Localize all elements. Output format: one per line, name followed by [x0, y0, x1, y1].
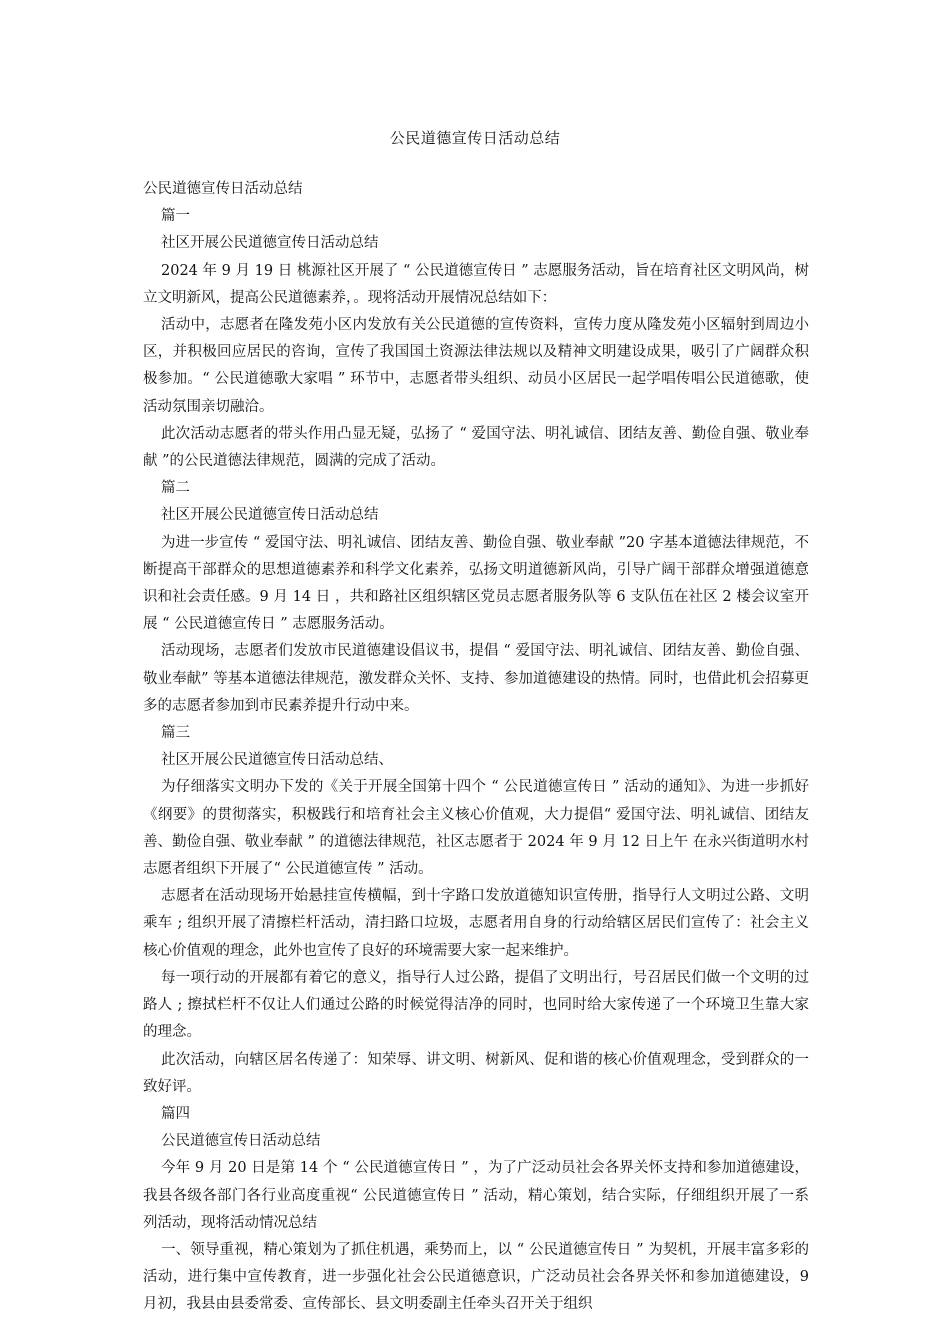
body-paragraph: 一、领导重视，精心策划为了抓住机遇，乘势而上，以 “ 公民道德宣传日 ” 为契机，开展丰富多彩的活动，进行集中宣传教育，进一步强化社会公民道德意识，广泛动员社会各界关怀和参加道德建设，9 月初，我县由县委常委、宣传部长、县文明委副主任牵头召开关于组织	[143, 1241, 809, 1313]
document-body	[143, 176, 809, 1319]
body-paragraph: 篇三	[161, 725, 190, 742]
body-paragraph: 此次活动志愿者的带头作用凸显无疑，弘扬了 “ 爱国守法、明礼诚信、团结友善、勤俭自强、敬业奉献 ”的公民道德法律规范，圆满的完成了活动。	[143, 425, 809, 470]
document-title: 公民道德宣传日活动总结	[389, 129, 561, 147]
body-paragraph: 篇一	[161, 208, 190, 225]
body-paragraph: 此次活动，向辖区居名传递了：知荣辱、讲文明、树新风、促和谐的核心价值观理念，受到群众的一致好评。	[143, 1051, 809, 1095]
body-paragraph: 今年 9 月 20 日是第 14 个 “ 公民道德宣传日 ” ，为了广泛动员社会各界关怀支持和参加道德建设，我县各级各部门各行业高度重视“ 公民道德宣传日 ” 活动，精心策划，结合实际，仔细组织开展了一系列活动，现将活动情况总结	[143, 1160, 809, 1231]
body-paragraph: 社区开展公民道德宣传日活动总结	[161, 507, 379, 524]
body-paragraph: 活动中，志愿者在隆发苑小区内发放有关公民道德的宣传资料，宣传力度从隆发苑小区辐射到周边小区，并积极回应居民的咨询，宣传了我国国土资源法律法规以及精神文明建设成果，吸引了广阔群众积极参加。“ 公民道德歌大家唱 ” 环节中，志愿者带头组织、动员小区居民一起学唱传唱公民道德歌，使活动氛围亲切融洽。	[143, 317, 809, 415]
body-paragraph: 2024 年 9 月 19 日 桃源社区开展了 “ 公民道德宣传日 ” 志愿服务活动，旨在培育社区文明风尚，树立文明新风，提高公民道德素养，。现将活动开展情况总结如下：	[143, 262, 809, 306]
body-paragraph: 篇四	[161, 1105, 190, 1122]
body-paragraph: 公民道德宣传日活动总结	[161, 1133, 321, 1150]
body-paragraph: 公民道德宣传日活动总结	[143, 181, 303, 197]
body-paragraph: 活动现场，志愿者们发放市民道德建设倡议书，提倡 “ 爱国守法、明礼诚信、团结友善、勤俭自强、敬业奉献” 等基本道德法律规范，激发群众关怀、支持、参加道德建设的热情。同时，也借此机会招募更多的志愿者参加到市民素养提升行动中来。	[143, 643, 809, 714]
body-paragraph: 为仔细落实文明办下发的《关于开展全国第十四个 “ 公民道德宣传日 ” 活动的通知》、为进一步抓好《纲要》的贯彻落实，积极践行和培育社会主义核心价值观，大力提倡“ 爱国守法、明礼诚信、团结友善、勤俭自强、敬业奉献 ” 的道德法律规范，社区志愿者于 2024 年 9 月 12 日上午 在永兴街道明水村志愿者组织下开展了“ 公民道德宣传 ” 活动。	[143, 779, 809, 878]
body-paragraph: 篇二	[161, 480, 190, 497]
body-paragraph: 社区开展公民道德宣传日活动总结、	[161, 752, 393, 769]
body-paragraph: 志愿者在活动现场开始悬挂宣传横幅，到十字路口发放道德知识宣传册，指导行人文明过公路、文明乘车 ; 组织开展了清擦栏杆活动，清扫路口垃圾，志愿者用自身的行动给辖区居民们宣传了：社会主义核心价值观的理念，此外也宣传了良好的环境需要大家一起来维护。	[143, 888, 809, 959]
body-paragraph: 社区开展公民道德宣传日活动总结	[161, 235, 379, 252]
body-paragraph: 每一项行动的开展都有着它的意义，指导行人过公路，提倡了文明出行，号召居民们做一个文明的过路人 ; 擦拭栏杆不仅让人们通过公路的时候觉得洁净的同时，也同时给大家传递了一个环境卫生靠大家的理念。	[143, 969, 809, 1041]
body-paragraph: 为进一步宣传 “ 爱国守法、明礼诚信、团结友善、勤俭自强、敬业奉献 ”20 字基本道德法律规范，不断提高干部群众的思想道德素养和科学文化素养，弘扬文明道德新风尚，引导广阔干部群众增强道德意识和社会责任感。9 月 14 日 ，共和路社区组织辖区党员志愿者服务队等 6 支队伍在社区 2 楼会议室开展 “ 公民道德宣传日 ” 志愿服务活动。	[143, 534, 809, 633]
